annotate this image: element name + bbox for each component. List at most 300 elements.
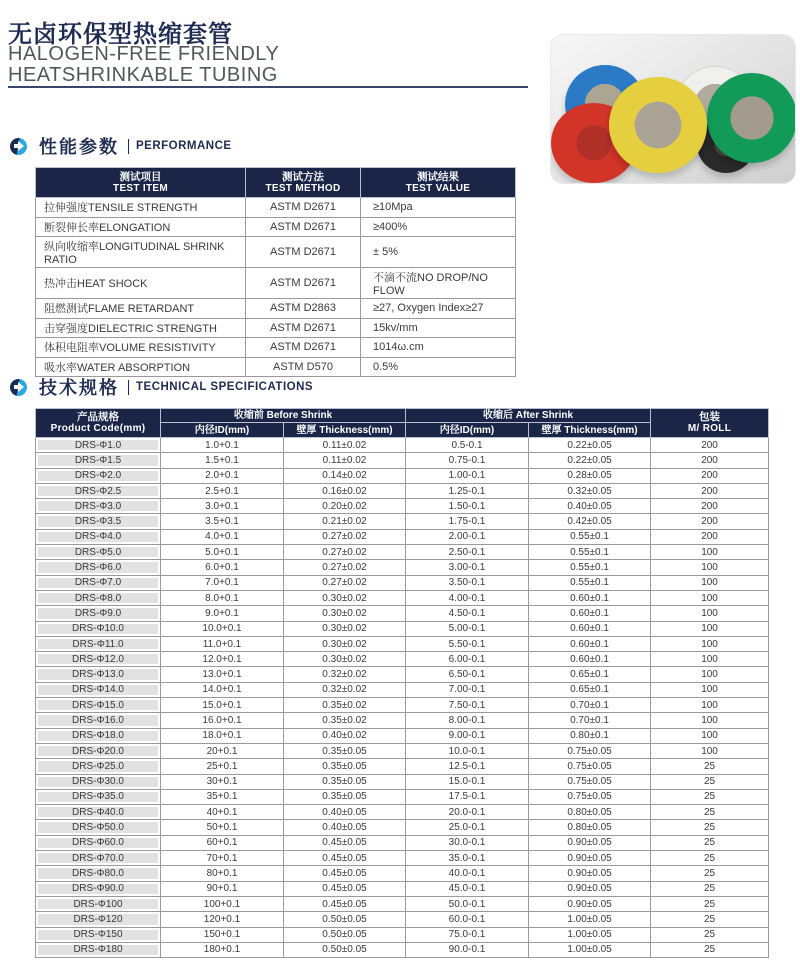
test-method-cell: ASTM D2671 (246, 237, 361, 268)
thickness-before-cell: 0.27±0.02 (284, 575, 406, 590)
thickness-before-cell: 0.40±0.05 (284, 820, 406, 835)
thickness-after-cell: 0.55±0.1 (529, 560, 651, 575)
product-code-cell: DRS-Φ5.0 (36, 545, 161, 560)
thickness-after-cell: 0.60±0.1 (529, 652, 651, 667)
thickness-after-cell: 0.90±0.05 (529, 896, 651, 911)
spec-row (36, 851, 769, 866)
test-value-cell: 不滴不流NO DROP/NO FLOW (361, 268, 516, 299)
id-after-cell: 7.00-0.1 (406, 682, 529, 697)
test-method-cell: ASTM D2671 (246, 338, 361, 358)
thickness-before-cell: 0.21±0.02 (284, 514, 406, 529)
id-before-cell: 120+0.1 (161, 912, 284, 927)
roll-cell: 200 (651, 453, 769, 468)
id-after-cell: 20.0-0.1 (406, 805, 529, 820)
thickness-before-cell: 0.35±0.05 (284, 743, 406, 758)
id-before-cell: 40+0.1 (161, 805, 284, 820)
id-before-cell: 35+0.1 (161, 789, 284, 804)
thickness-after-cell: 0.55±0.1 (529, 575, 651, 590)
test-item-cell: 断裂伸长率ELONGATION (36, 217, 246, 237)
thickness-after-cell: 0.60±0.1 (529, 590, 651, 605)
thickness-before-cell: 0.40±0.05 (284, 805, 406, 820)
id-before-cell: 2.5+0.1 (161, 483, 284, 498)
performance-row (36, 299, 516, 319)
id-before-cell: 70+0.1 (161, 851, 284, 866)
product-code-cell: DRS-Φ13.0 (36, 667, 161, 682)
roll-cell: 200 (651, 514, 769, 529)
test-value-cell: ≥27, Oxygen Index≥27 (361, 299, 516, 319)
technical-section-header (10, 375, 313, 399)
spec-row (36, 942, 769, 957)
thickness-after-cell: 0.28±0.05 (529, 468, 651, 483)
thickness-after-cell: 0.75±0.05 (529, 743, 651, 758)
roll-cell: 25 (651, 881, 769, 896)
spec-row (36, 667, 769, 682)
thickness-after-cell: 0.42±0.05 (529, 514, 651, 529)
spec-row (36, 728, 769, 743)
product-code-header-cn: 产品规格 (77, 411, 119, 423)
id-after-cell: 40.0-0.1 (406, 866, 529, 881)
product-code-cell: DRS-Φ11.0 (36, 636, 161, 651)
id-after-cell: 75.0-0.1 (406, 927, 529, 942)
product-code-cell: DRS-Φ6.0 (36, 560, 161, 575)
spec-row (36, 606, 769, 621)
id-before-cell: 11.0+0.1 (161, 636, 284, 651)
thickness-after-cell: 0.60±0.1 (529, 636, 651, 651)
product-code-cell: DRS-Φ20.0 (36, 743, 161, 758)
id-after-cell: 2.00-0.1 (406, 529, 529, 544)
spec-row (36, 575, 769, 590)
thickness-after-cell: 0.65±0.1 (529, 667, 651, 682)
product-code-cell: DRS-Φ1.0 (36, 438, 161, 453)
thickness-after-cell: 0.22±0.05 (529, 453, 651, 468)
product-code-cell: DRS-Φ16.0 (36, 713, 161, 728)
spec-row (36, 652, 769, 667)
spec-row (36, 759, 769, 774)
product-code-cell: DRS-Φ70.0 (36, 851, 161, 866)
thickness-before-cell: 0.30±0.02 (284, 590, 406, 605)
thickness-before-cell: 0.45±0.05 (284, 851, 406, 866)
product-code-cell: DRS-Φ3.0 (36, 499, 161, 514)
id-after-cell: 10.0-0.1 (406, 743, 529, 758)
product-code-cell: DRS-Φ90.0 (36, 881, 161, 896)
id-before-cell: 150+0.1 (161, 927, 284, 942)
id-after-cell: 35.0-0.1 (406, 851, 529, 866)
id-before-cell: 100+0.1 (161, 896, 284, 911)
product-code-header-en: Product Code(mm) (50, 423, 146, 434)
thickness-before-cell: 0.14±0.02 (284, 468, 406, 483)
product-code-cell: DRS-Φ10.0 (36, 621, 161, 636)
test-value-cell: ≥10Mpa (361, 198, 516, 218)
technical-title-en: TECHNICAL SPECIFICATIONS (136, 381, 314, 393)
thickness-before-cell: 0.45±0.05 (284, 881, 406, 896)
performance-section-header (10, 134, 232, 158)
product-code-cell: DRS-Φ180 (36, 942, 161, 957)
thickness-before-cell: 0.32±0.02 (284, 667, 406, 682)
id-before-cell: 14.0+0.1 (161, 682, 284, 697)
thickness-before-cell: 0.11±0.02 (284, 438, 406, 453)
id-before-cell: 1.0+0.1 (161, 438, 284, 453)
technical-specifications-table (35, 408, 769, 958)
roll-cell: 100 (651, 621, 769, 636)
test-method-header (246, 168, 361, 198)
roll-cell: 25 (651, 789, 769, 804)
spec-row (36, 453, 769, 468)
spec-row (36, 805, 769, 820)
test-method-header-en: TEST METHOD (265, 182, 341, 194)
roll-header (651, 409, 769, 438)
roll-cell: 200 (651, 483, 769, 498)
thickness-before-cell: 0.50±0.05 (284, 927, 406, 942)
roll-cell: 100 (651, 545, 769, 560)
thickness-before-cell: 0.11±0.02 (284, 453, 406, 468)
roll-cell: 25 (651, 866, 769, 881)
performance-table (35, 167, 516, 377)
roll-cell: 100 (651, 652, 769, 667)
tech-header-row-1 (36, 409, 769, 423)
product-code-cell: DRS-Φ12.0 (36, 652, 161, 667)
id-before-cell: 18.0+0.1 (161, 728, 284, 743)
spec-row (36, 499, 769, 514)
page-title-english-line2: HEATSHRINKABLE TUBING (8, 64, 278, 86)
thickness-before-cell: 0.35±0.05 (284, 789, 406, 804)
roll-cell: 100 (651, 713, 769, 728)
spec-row (36, 514, 769, 529)
thickness-after-cell: 1.00±0.05 (529, 927, 651, 942)
id-before-cell: 25+0.1 (161, 759, 284, 774)
thickness-before-cell: 0.50±0.05 (284, 942, 406, 957)
thickness-before-cell: 0.35±0.02 (284, 698, 406, 713)
thickness-before-cell: 0.45±0.05 (284, 896, 406, 911)
spec-row (36, 743, 769, 758)
roll-cell: 100 (651, 698, 769, 713)
roll-cell: 100 (651, 728, 769, 743)
id-after-cell: 1.75-0.1 (406, 514, 529, 529)
roll-cell: 100 (651, 743, 769, 758)
performance-row (36, 237, 516, 268)
thickness-before-cell: 0.35±0.02 (284, 713, 406, 728)
spec-row (36, 560, 769, 575)
roll-cell: 100 (651, 590, 769, 605)
thickness-before-cell: 0.27±0.02 (284, 529, 406, 544)
id-after-cell: 9.00-0.1 (406, 728, 529, 743)
spec-row (36, 820, 769, 835)
roll-header-en: M/ ROLL (687, 423, 732, 434)
id-before-cell: 9.0+0.1 (161, 606, 284, 621)
roll-cell: 100 (651, 606, 769, 621)
id-after-cell: 4.00-0.1 (406, 590, 529, 605)
roll-cell: 200 (651, 468, 769, 483)
thickness-after-cell: 0.65±0.1 (529, 682, 651, 697)
product-code-cell: DRS-Φ120 (36, 912, 161, 927)
page-title-english (8, 44, 279, 86)
id-after-cell: 5.50-0.1 (406, 636, 529, 651)
id-before-cell: 90+0.1 (161, 881, 284, 896)
product-code-cell: DRS-Φ2.0 (36, 468, 161, 483)
thickness-before-cell: 0.30±0.02 (284, 621, 406, 636)
id-before-cell: 50+0.1 (161, 820, 284, 835)
id-after-cell: 90.0-0.1 (406, 942, 529, 957)
thickness-after-cell: 0.75±0.05 (529, 774, 651, 789)
product-code-cell: DRS-Φ25.0 (36, 759, 161, 774)
spec-row (36, 881, 769, 896)
spec-row (36, 698, 769, 713)
thickness-after-cell: 0.90±0.05 (529, 851, 651, 866)
thickness-before-cell: 0.32±0.02 (284, 682, 406, 697)
spec-row (36, 789, 769, 804)
thickness-after-cell: 0.70±0.1 (529, 713, 651, 728)
spec-row (36, 468, 769, 483)
id-after-cell: 1.00-0.1 (406, 468, 529, 483)
test-method-cell: ASTM D2671 (246, 198, 361, 218)
spec-row (36, 896, 769, 911)
id-after-cell: 1.25-0.1 (406, 483, 529, 498)
thickness-before-cell: 0.50±0.05 (284, 912, 406, 927)
thickness-after-cell: 0.80±0.05 (529, 820, 651, 835)
spec-row (36, 866, 769, 881)
id-before-cell: 20+0.1 (161, 743, 284, 758)
thickness-before-cell: 0.35±0.05 (284, 759, 406, 774)
roll-cell: 25 (651, 759, 769, 774)
test-method-cell: ASTM D570 (246, 357, 361, 377)
id-after-cell: 30.0-0.1 (406, 835, 529, 850)
id-before-cell: 3.0+0.1 (161, 499, 284, 514)
test-method-header-cn: 测试方法 (282, 170, 324, 183)
thickness-before-cell: 0.40±0.02 (284, 728, 406, 743)
roll-cell: 25 (651, 835, 769, 850)
thickness-before-cell: 0.20±0.02 (284, 499, 406, 514)
id-after-cell: 12.5-0.1 (406, 759, 529, 774)
thickness-after-cell: 0.60±0.1 (529, 621, 651, 636)
product-code-cell: DRS-Φ2.5 (36, 483, 161, 498)
thickness-before-cell: 0.27±0.02 (284, 545, 406, 560)
spec-row (36, 713, 769, 728)
id-after-cell: 45.0-0.1 (406, 881, 529, 896)
thickness-after-cell: 0.55±0.1 (529, 529, 651, 544)
tubing-roll-green (707, 73, 795, 163)
spec-row (36, 682, 769, 697)
spec-row (36, 774, 769, 789)
id-after-cell: 0.5-0.1 (406, 438, 529, 453)
product-code-cell: DRS-Φ4.0 (36, 529, 161, 544)
thickness-after-cell: 0.80±0.05 (529, 805, 651, 820)
id-after-cell: 2.50-0.1 (406, 545, 529, 560)
id-after-header: 内径ID(mm) (406, 423, 529, 438)
id-after-cell: 15.0-0.1 (406, 774, 529, 789)
spec-row (36, 835, 769, 850)
roll-cell: 25 (651, 774, 769, 789)
thickness-after-cell: 1.00±0.05 (529, 942, 651, 957)
roll-cell: 200 (651, 499, 769, 514)
product-code-cell: DRS-Φ3.5 (36, 514, 161, 529)
test-value-header-en: TEST VALUE (405, 182, 471, 194)
id-after-cell: 60.0-0.1 (406, 912, 529, 927)
id-after-cell: 4.50-0.1 (406, 606, 529, 621)
thickness-after-cell: 0.90±0.05 (529, 835, 651, 850)
id-after-cell: 6.50-0.1 (406, 667, 529, 682)
test-value-cell: 0.5% (361, 357, 516, 377)
product-code-cell: DRS-Φ18.0 (36, 728, 161, 743)
thickness-after-header: 壁厚 Thickness(mm) (529, 423, 651, 438)
id-after-cell: 3.50-0.1 (406, 575, 529, 590)
thickness-before-cell: 0.27±0.02 (284, 560, 406, 575)
thickness-before-cell: 0.45±0.05 (284, 866, 406, 881)
spec-row (36, 927, 769, 942)
id-before-cell: 6.0+0.1 (161, 560, 284, 575)
header-divider (8, 86, 528, 88)
product-code-cell: DRS-Φ100 (36, 896, 161, 911)
product-code-cell: DRS-Φ40.0 (36, 805, 161, 820)
id-before-cell: 30+0.1 (161, 774, 284, 789)
test-method-cell: ASTM D2671 (246, 217, 361, 237)
thickness-before-cell: 0.30±0.02 (284, 636, 406, 651)
id-before-cell: 2.0+0.1 (161, 468, 284, 483)
roll-cell: 200 (651, 529, 769, 544)
product-code-cell: DRS-Φ8.0 (36, 590, 161, 605)
performance-row (36, 268, 516, 299)
id-after-cell: 17.5-0.1 (406, 789, 529, 804)
thickness-after-cell: 0.32±0.05 (529, 483, 651, 498)
thickness-after-cell: 0.70±0.1 (529, 698, 651, 713)
arrow-bullet-icon (10, 138, 27, 155)
thickness-after-cell: 0.75±0.05 (529, 759, 651, 774)
performance-row (36, 198, 516, 218)
product-code-cell: DRS-Φ7.0 (36, 575, 161, 590)
roll-cell: 200 (651, 438, 769, 453)
roll-cell: 100 (651, 560, 769, 575)
id-before-cell: 7.0+0.1 (161, 575, 284, 590)
id-after-cell: 8.00-0.1 (406, 713, 529, 728)
spec-row (36, 545, 769, 560)
test-method-cell: ASTM D2671 (246, 268, 361, 299)
test-item-cell: 吸水率WATER ABSORPTION (36, 357, 246, 377)
arrow-bullet-icon (10, 379, 27, 396)
id-before-cell: 80+0.1 (161, 866, 284, 881)
test-item-header-en: TEST ITEM (113, 182, 168, 194)
id-after-cell: 25.0-0.1 (406, 820, 529, 835)
performance-title-cn: 性能参数 (39, 137, 119, 157)
title-separator (128, 139, 129, 154)
test-value-cell: ≥400% (361, 217, 516, 237)
id-after-cell: 5.00-0.1 (406, 621, 529, 636)
product-code-cell: DRS-Φ30.0 (36, 774, 161, 789)
id-before-cell: 5.0+0.1 (161, 545, 284, 560)
thickness-before-cell: 0.35±0.05 (284, 774, 406, 789)
roll-cell: 100 (651, 636, 769, 651)
test-item-cell: 拉伸强度TENSILE STRENGTH (36, 198, 246, 218)
id-before-cell: 15.0+0.1 (161, 698, 284, 713)
id-before-cell: 180+0.1 (161, 942, 284, 957)
thickness-after-cell: 0.75±0.05 (529, 789, 651, 804)
roll-cell: 25 (651, 805, 769, 820)
roll-header-cn: 包装 (699, 411, 721, 423)
test-value-cell: 1014ω.cm (361, 338, 516, 358)
roll-cell: 25 (651, 896, 769, 911)
test-item-cell: 击穿强度DIELECTRIC STRENGTH (36, 318, 246, 338)
spec-row (36, 483, 769, 498)
product-code-cell: DRS-Φ60.0 (36, 835, 161, 850)
thickness-after-cell: 0.60±0.1 (529, 606, 651, 621)
thickness-before-cell: 0.30±0.02 (284, 606, 406, 621)
spec-row (36, 438, 769, 453)
id-after-cell: 0.75-0.1 (406, 453, 529, 468)
product-code-cell: DRS-Φ80.0 (36, 866, 161, 881)
test-value-header (361, 168, 516, 198)
thickness-after-cell: 0.80±0.1 (529, 728, 651, 743)
roll-cell: 25 (651, 851, 769, 866)
id-after-cell: 6.00-0.1 (406, 652, 529, 667)
performance-header-row (36, 168, 516, 198)
id-before-cell: 13.0+0.1 (161, 667, 284, 682)
id-before-cell: 10.0+0.1 (161, 621, 284, 636)
thickness-before-cell: 0.45±0.05 (284, 835, 406, 850)
thickness-before-cell: 0.30±0.02 (284, 652, 406, 667)
spec-row (36, 912, 769, 927)
thickness-after-cell: 0.22±0.05 (529, 438, 651, 453)
product-code-cell: DRS-Φ1.5 (36, 453, 161, 468)
performance-row (36, 338, 516, 358)
test-value-cell: 15kv/mm (361, 318, 516, 338)
id-before-cell: 4.0+0.1 (161, 529, 284, 544)
performance-row (36, 217, 516, 237)
spec-row (36, 529, 769, 544)
thickness-before-header: 壁厚 Thickness(mm) (284, 423, 406, 438)
product-code-cell: DRS-Φ15.0 (36, 698, 161, 713)
thickness-after-cell: 1.00±0.05 (529, 912, 651, 927)
roll-cell: 100 (651, 682, 769, 697)
id-before-cell: 60+0.1 (161, 835, 284, 850)
thickness-after-cell: 0.55±0.1 (529, 545, 651, 560)
test-item-cell: 体积电阻率VOLUME RESISTIVITY (36, 338, 246, 358)
page-title-english-line1: HALOGEN-FREE FRIENDLY (8, 43, 280, 65)
id-after-cell: 50.0-0.1 (406, 896, 529, 911)
after-shrink-header: 收缩后 After Shrink (406, 409, 651, 423)
product-code-cell: DRS-Φ50.0 (36, 820, 161, 835)
product-photo (551, 35, 795, 183)
test-method-cell: ASTM D2671 (246, 318, 361, 338)
test-value-header-cn: 测试结果 (417, 170, 459, 183)
roll-cell: 25 (651, 820, 769, 835)
id-before-header: 内径ID(mm) (161, 423, 284, 438)
id-before-cell: 3.5+0.1 (161, 514, 284, 529)
test-item-cell: 纵向收缩率LONGITUDINAL SHRINK RATIO (36, 237, 246, 268)
spec-row (36, 621, 769, 636)
page-title-chinese: 无卤环保型热缩套管 (8, 21, 233, 48)
test-method-cell: ASTM D2863 (246, 299, 361, 319)
roll-cell: 25 (651, 942, 769, 957)
performance-title-en: PERFORMANCE (136, 140, 232, 152)
product-code-cell: DRS-Φ9.0 (36, 606, 161, 621)
id-before-cell: 8.0+0.1 (161, 590, 284, 605)
technical-title-cn: 技术规格 (39, 378, 119, 398)
test-item-header (36, 168, 246, 198)
test-item-header-cn: 测试项目 (119, 170, 162, 183)
thickness-after-cell: 0.40±0.05 (529, 499, 651, 514)
id-after-cell: 7.50-0.1 (406, 698, 529, 713)
roll-cell: 25 (651, 912, 769, 927)
thickness-before-cell: 0.16±0.02 (284, 483, 406, 498)
title-separator (128, 380, 129, 395)
product-code-header (36, 409, 161, 438)
product-code-cell: DRS-Φ150 (36, 927, 161, 942)
roll-cell: 25 (651, 927, 769, 942)
roll-cell: 100 (651, 667, 769, 682)
product-code-cell: DRS-Φ35.0 (36, 789, 161, 804)
id-before-cell: 16.0+0.1 (161, 713, 284, 728)
thickness-after-cell: 0.90±0.05 (529, 866, 651, 881)
before-shrink-header: 收缩前 Before Shrink (161, 409, 406, 423)
test-value-cell: ± 5% (361, 237, 516, 268)
id-after-cell: 3.00-0.1 (406, 560, 529, 575)
